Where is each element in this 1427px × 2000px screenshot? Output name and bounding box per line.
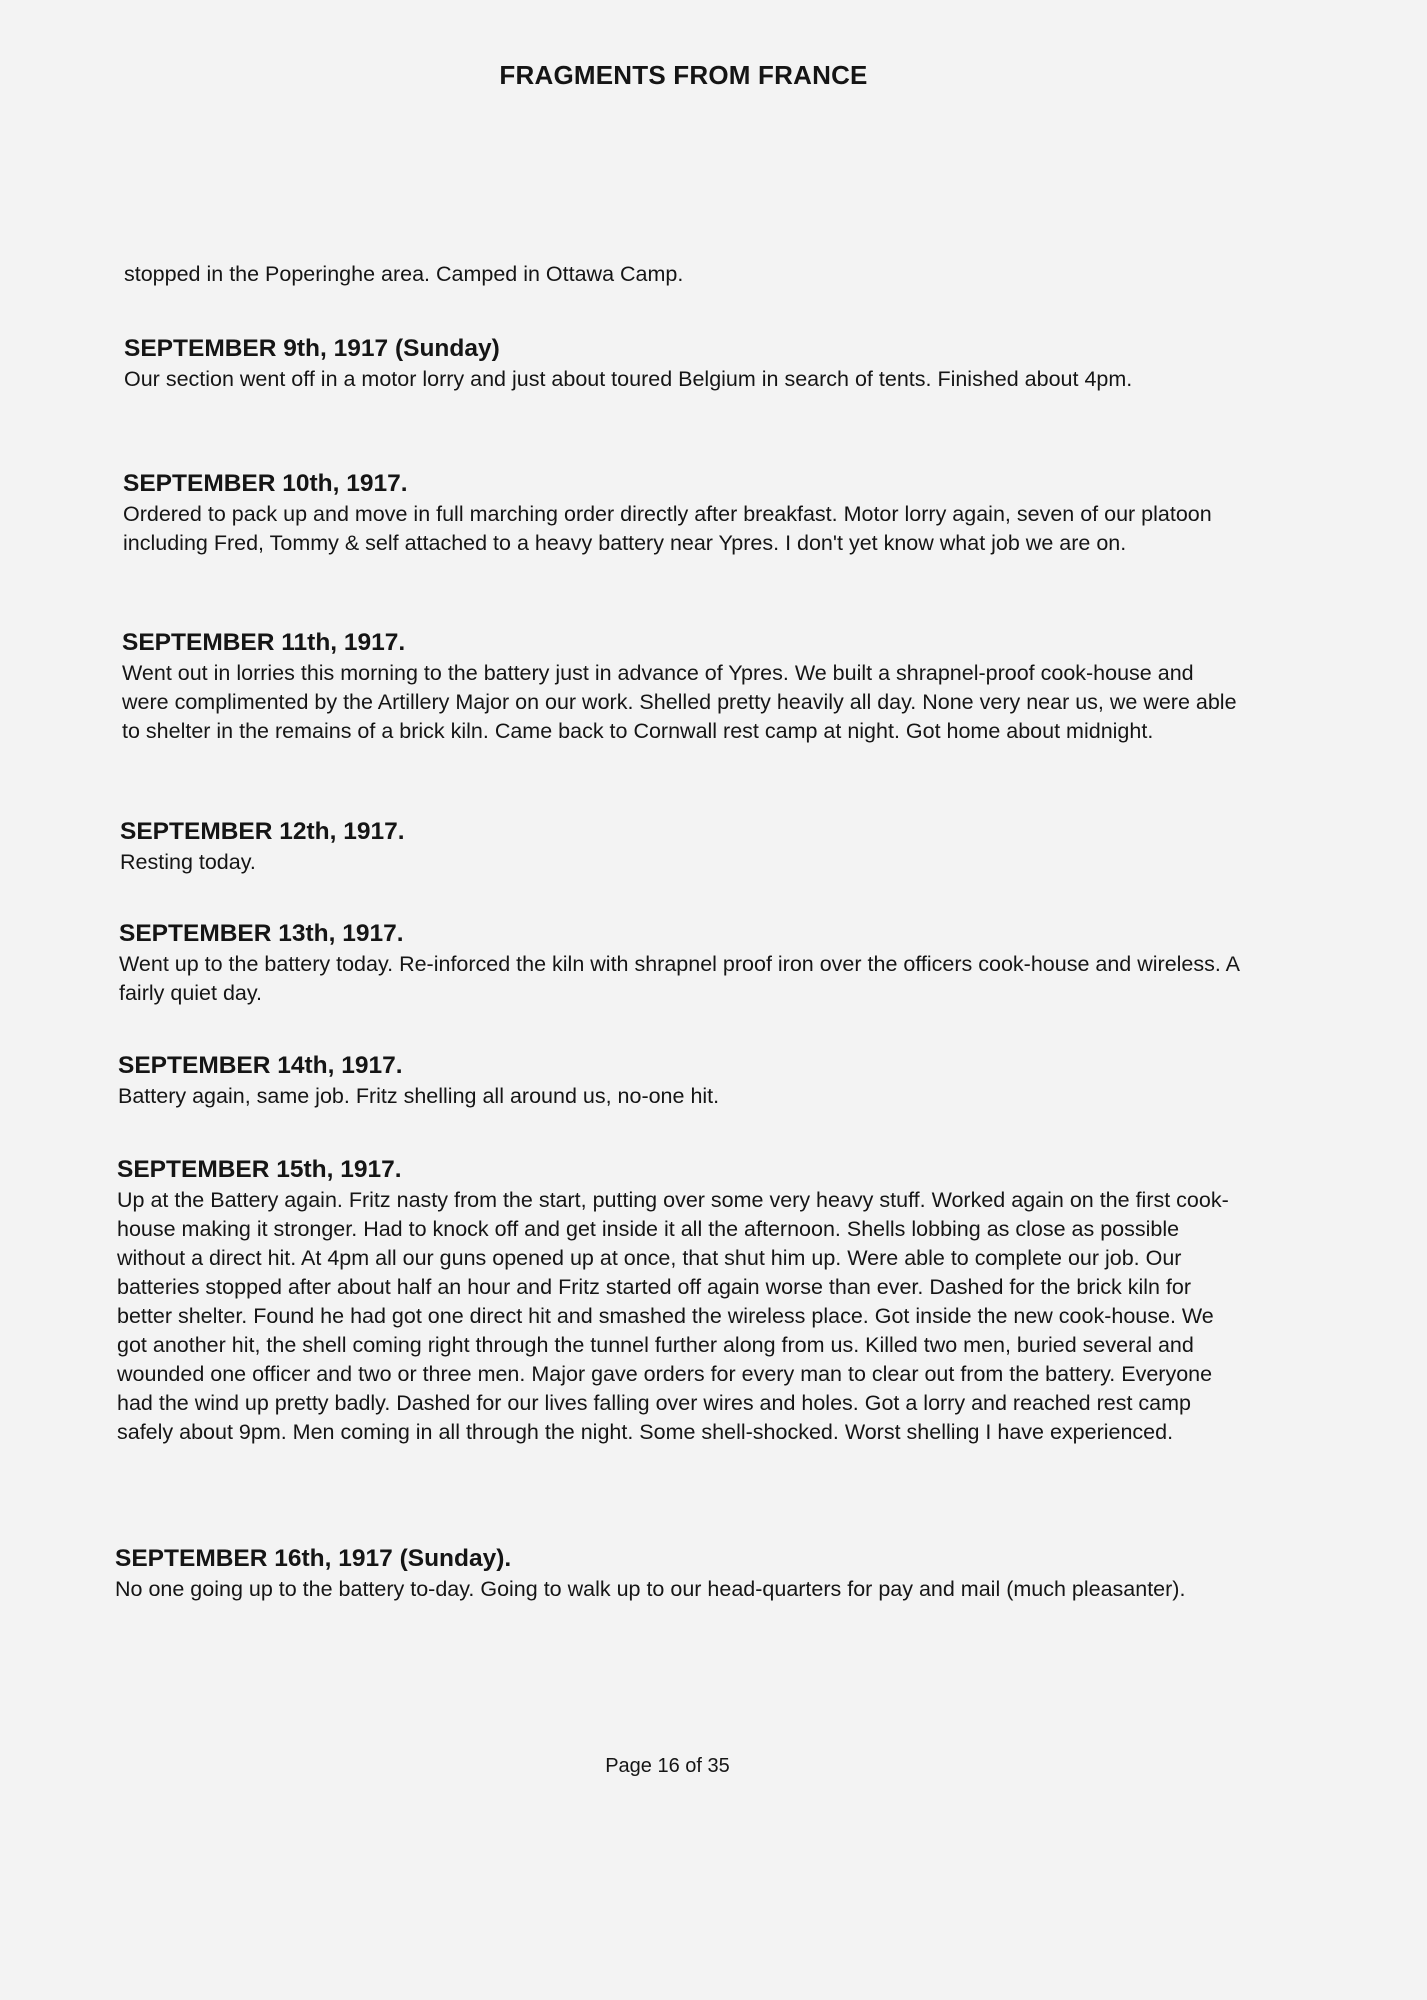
diary-entry-sep-15 xyxy=(117,1154,1237,1447)
intro-paragraph: stopped in the Poperinghe area. Camped in Ottawa Camp. xyxy=(124,262,684,286)
entry-text: Our section went off in a motor lorry and just about toured Belgium in search of tents. Finished about 4pm. xyxy=(124,367,1133,391)
entry-text: Went up to the battery today. Re-inforced the kiln with shrapnel proof iron over the officers cook-house and wireless. A fairly quiet day. xyxy=(119,952,1239,1005)
entry-heading: SEPTEMBER 14th, 1917. xyxy=(118,1052,403,1079)
document-title: FRAGMENTS FROM FRANCE xyxy=(499,60,868,90)
diary-entry-sep-9 xyxy=(124,333,1244,394)
diary-entry-sep-11 xyxy=(122,627,1242,746)
diary-entry-sep-16 xyxy=(115,1543,1235,1604)
entry-heading: SEPTEMBER 15th, 1917. xyxy=(117,1156,402,1183)
entry-text: Ordered to pack up and move in full marching order directly after breakfast. Motor lorry again, seven of our platoon including Fred, Tommy & self attached to a heavy battery near Ypres. I don't yet know what job we are on. xyxy=(123,502,1212,555)
entry-heading: SEPTEMBER 13th, 1917. xyxy=(119,920,404,947)
entry-heading: SEPTEMBER 10th, 1917. xyxy=(123,470,408,497)
entry-text: Battery again, same job. Fritz shelling all around us, no-one hit. xyxy=(118,1084,720,1108)
diary-entry-sep-10 xyxy=(123,468,1243,558)
entry-heading: SEPTEMBER 16th, 1917 (Sunday). xyxy=(115,1545,512,1572)
diary-entry-sep-14 xyxy=(118,1050,1238,1111)
entry-text: No one going up to the battery to-day. Going to walk up to our head-quarters for pay and mail (much pleasanter). xyxy=(115,1577,1186,1601)
entry-text: Resting today. xyxy=(120,850,256,874)
diary-entry-sep-12 xyxy=(120,816,1240,877)
entry-heading: SEPTEMBER 11th, 1917. xyxy=(122,629,406,656)
page-number: Page 16 of 35 xyxy=(605,1755,730,1777)
entry-heading: SEPTEMBER 12th, 1917. xyxy=(120,818,405,845)
diary-entry-sep-13 xyxy=(119,918,1239,1008)
entry-text: Up at the Battery again. Fritz nasty from the start, putting over some very heavy stuff. Worked again on the first cook-house making it stronger. Had to knock off and get inside it all the afternoon. Shells lobbing as close as possible without a direct hit. At 4pm all our guns opened up at once, that shut him up. Were able to complete our job. Our batteries stopped after about half an hour and Fritz started off again worse than ever. Dashed for the brick kiln for better shelter. Found he had got one direct hit and smashed the wireless place. Got inside the new cook-house. We got another hit, the shell coming right through the tunnel further along from us. Killed two men, buried several and wounded one officer and two or three men. Major gave orders for every man to clear out from the battery. Everyone had the wind up pretty badly. Dashed for our lives falling over wires and holes. Got a lorry and reached rest camp safely about 9pm. Men coming in all through the night. Some shell-shocked. Worst shelling I have experienced. xyxy=(117,1188,1229,1444)
entry-text: Went out in lorries this morning to the battery just in advance of Ypres. We built a shrapnel-proof cook-house and were complimented by the Artillery Major on our work. Shelled pretty heavily all day. None very near us, we were able to shelter in the remains of a brick kiln. Came back to Cornwall rest camp at night. Got home about midnight. xyxy=(122,661,1237,743)
entry-heading: SEPTEMBER 9th, 1917 (Sunday) xyxy=(124,335,500,362)
